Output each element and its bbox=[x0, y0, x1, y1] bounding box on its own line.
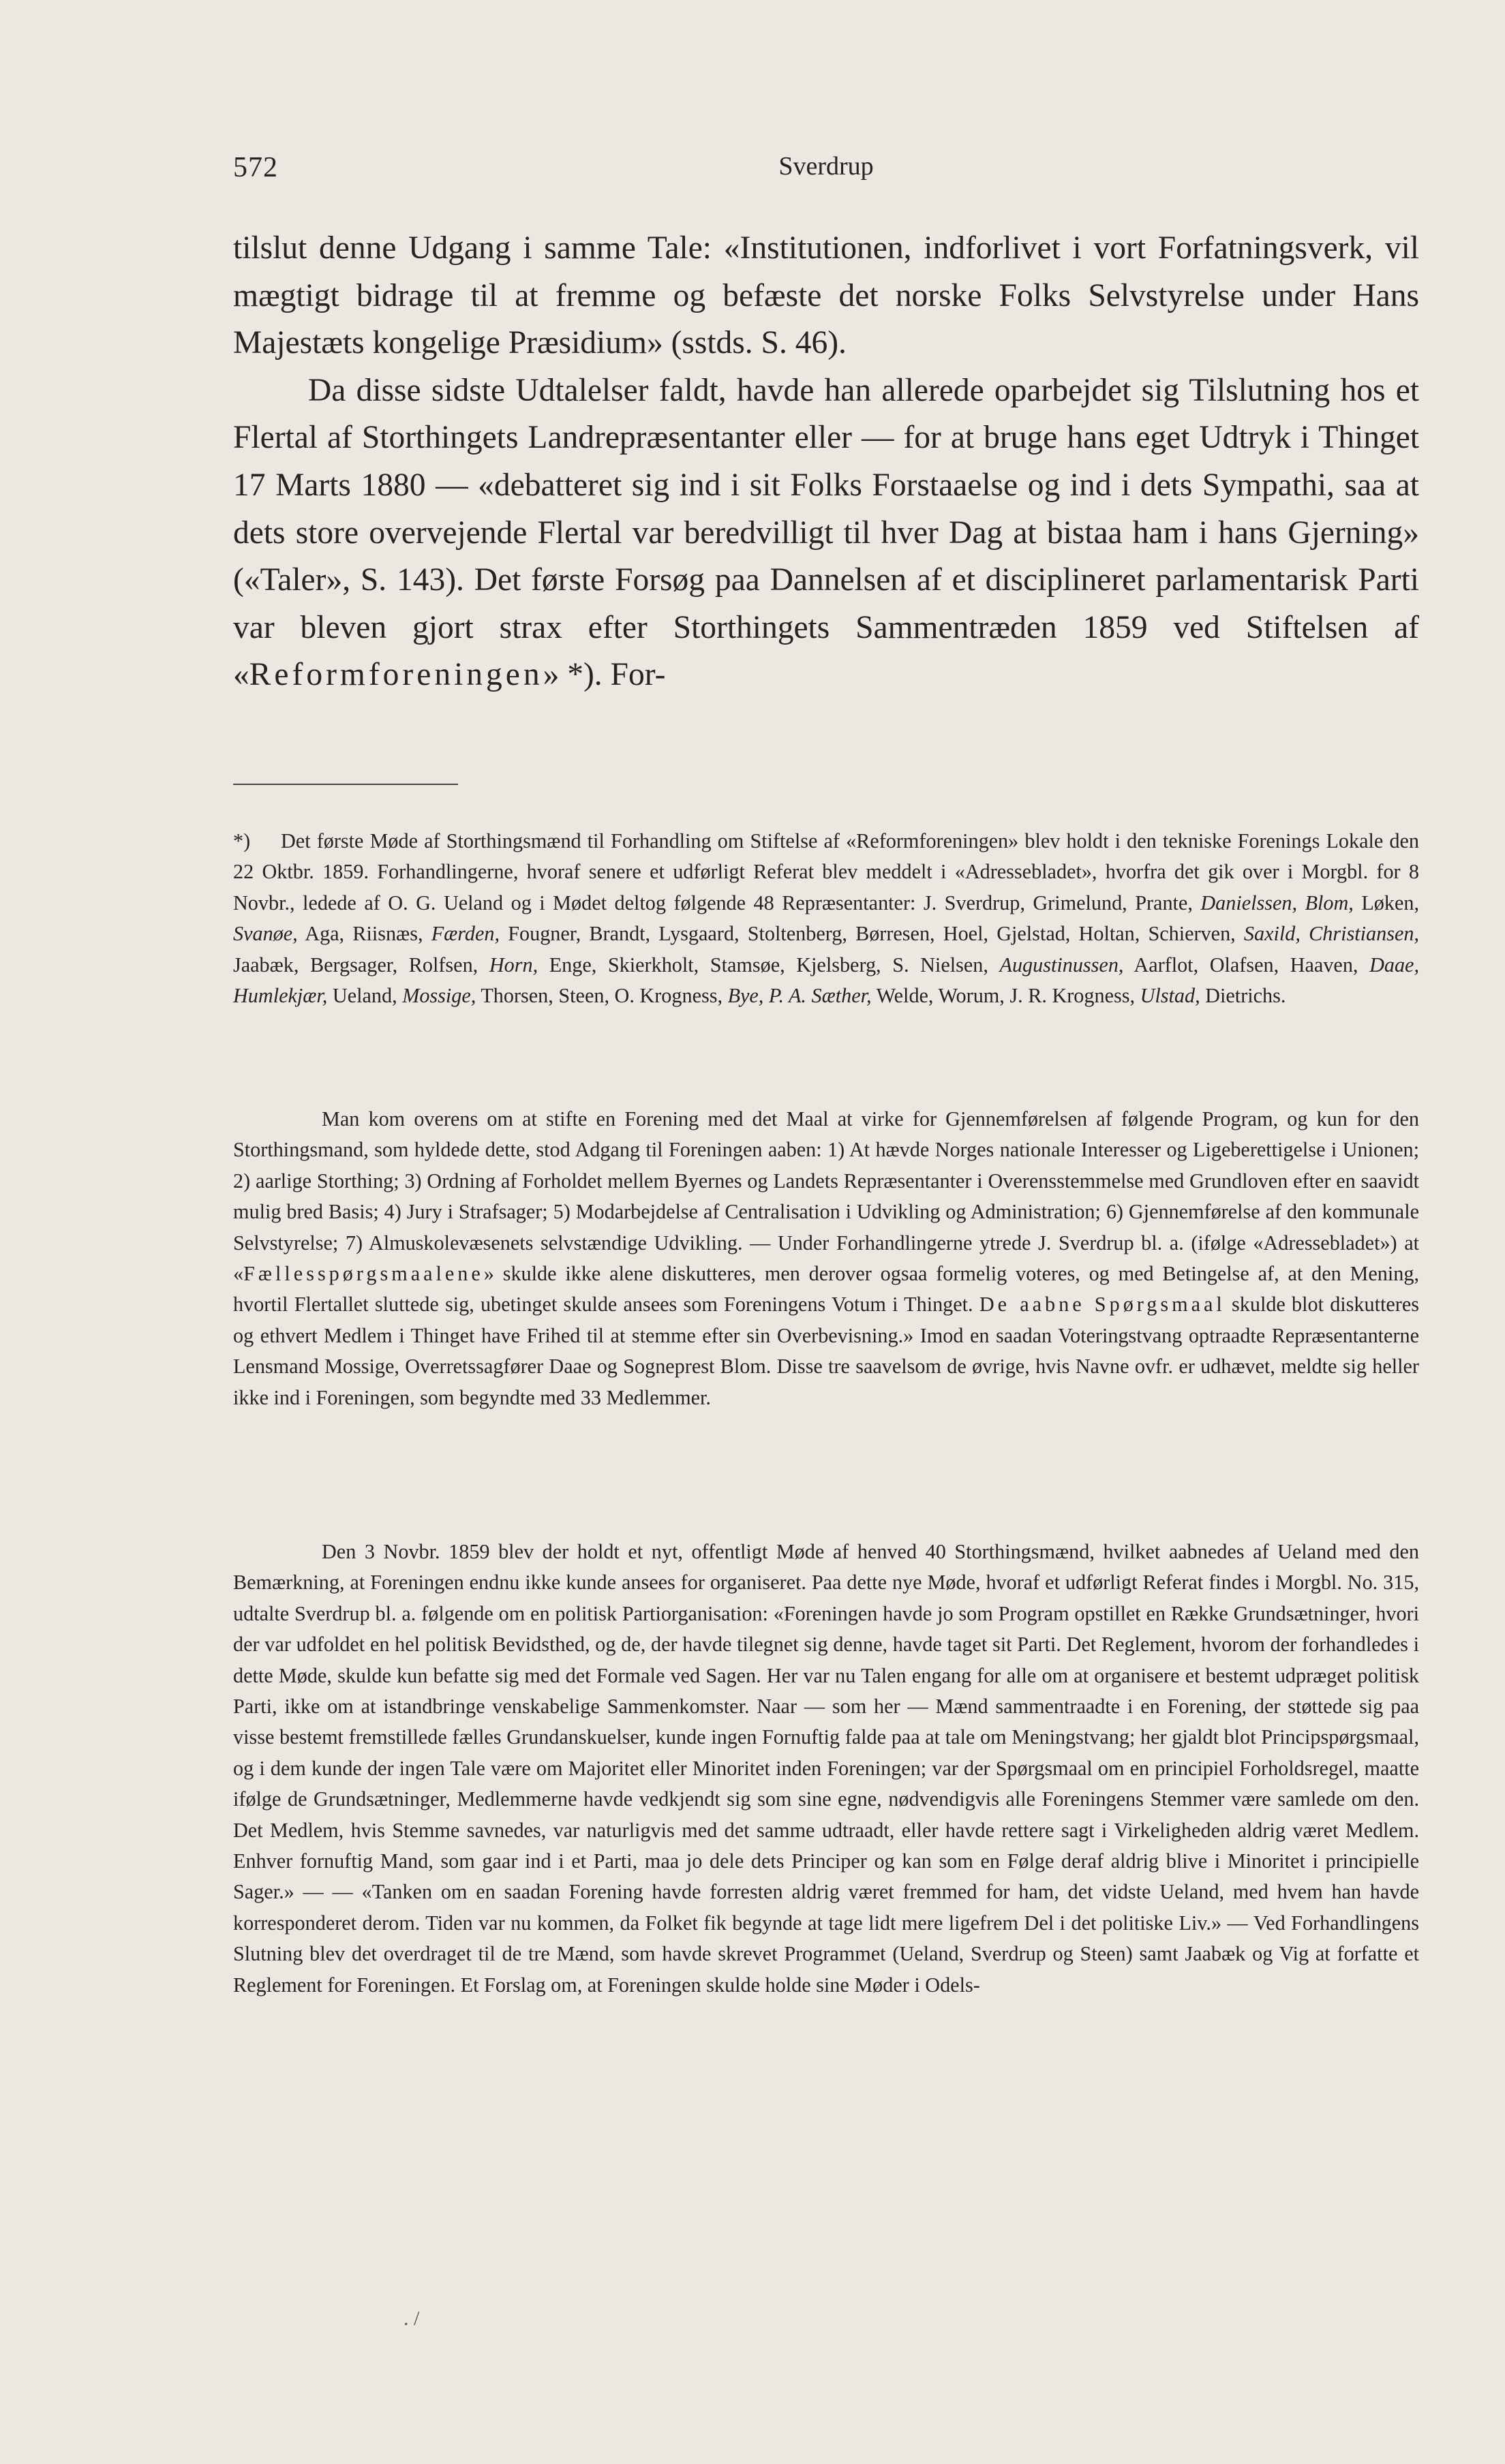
footnote-november-meeting-text: Den 3 Novbr. 1859 blev der holdt et nyt, offentligt Møde af henved 40 Storthingsmænd, hvilket aabnedes af Ueland med den Bemærkning, at Foreningen endnu ikke kunde ansees for organiseret. Paa dette nye Møde, hvoraf et udførligt Referat findes i Morgbl. No. 315, udtalte Sverdrup bl. a. følgende om en politisk Partiorganisation: «Foreningen havde jo som Program opstillet en Række Grundsætninger, hvori der var udfoldet en hel politisk Bevidsthed, og de, der havde tilegnet sig denne, havde taget sit Parti. Det Reglement, hvorom der forhandledes i dette Møde, skulde kun befatte sig med det Formale ved Sagen. Her var nu Talen engang for alle om at organisere et bestemt udpræget politisk Parti, ikke om at istandbringe venskabelige Sammenkomster. Naar — som her — Mænd sammentraadte i en Forening, der støttede sig paa visse bestemt fremstillede fælles Grundanskuelser, kunde ingen Fornuftig falde paa at tale om Meningstvang; her gjaldt blot Principspørgsmaal, og i dem kunde der ingen Tale være om Majoritet eller Minoritet inden Foreningen; var der Spørgsmaal om en principiel Forholdsregel, maatte ifølge de Grundsætninger, Medlemmerne havde vedkjendt sig som sine egne, nødvendigvis alle Foreningens Stemmer være samlede om den. Det Medlem, hvis Stemme savnedes, var naturligvis med det samme udtraadt, eller havde rettere sagt i Virkeligheden aldrig været Medlem. Enhver fornuftig Mand, som gaar ind i et Parti, maa jo dele dets Principer og kan som en Følge deraf aldrig blive i Minoritet i principielle Sager.» — — «Tanken om en saadan Forening havde forresten aldrig været fremmed for ham, det vidste Ueland, med hvem han havde korresponderet derom. Tiden var nu kommen, da Folket fik begynde at tage lidt mere ligefrem Del i det politiske Liv.» — Ved Forhandlingens Slutning blev det overdraget til de tre Mænd, som havde skrevet Programmet (Ueland, Sverdrup og Steen) samt Jaabæk og Vig at forfatte et Reglement for Foreningen. Et Forslag om, at Foreningen skulde holde sine Møder i Odels- bbox=[233, 1540, 1419, 1997]
paragraph-end: » *). For- bbox=[543, 657, 666, 693]
running-head: Sverdrup bbox=[778, 152, 874, 181]
name-italic: Svanøe, bbox=[233, 922, 298, 946]
name-italic: Færden, bbox=[431, 922, 500, 946]
name-italic: Danielssen, Blom, bbox=[1200, 891, 1354, 914]
aabne-spoergsmaal-emphasis: De aabne Spørgsmaal bbox=[979, 1293, 1226, 1316]
footnote-program bbox=[233, 1104, 1419, 1413]
name-plain: Jaabæk, Bergsager, Rolfsen, bbox=[233, 953, 489, 976]
name-italic: Bye, P. A. Sæther, bbox=[727, 984, 872, 1008]
footnote-november-meeting bbox=[233, 1537, 1419, 2001]
name-plain: Enge, Skierkholt, Stamsøe, Kjelsberg, S. Nielsen, bbox=[538, 953, 1000, 976]
name-plain: Fougner, Brandt, Lysgaard, Stoltenberg, Børresen, Hoel, Gjelstad, Holtan, Schierven, bbox=[500, 922, 1244, 946]
name-italic: Daae, Humlekjær, bbox=[233, 953, 1419, 1008]
name-plain: Ueland, bbox=[327, 984, 403, 1008]
page-number: 572 bbox=[233, 152, 278, 183]
footnote-marker: *) bbox=[233, 829, 251, 852]
name-plain: Dietrichs. bbox=[1200, 984, 1286, 1008]
reformforeningen-emphasis: Reformforeningen bbox=[249, 657, 543, 693]
footnote-program-text: Man kom overens om at stifte en Forening med det Maal at virke for Gjennemførelsen af følgende Program, og kun for den Storthingsmand, som hyldede dette, stod Adgang til Foreningen aaben: 1) At hævde Norges nationale Interesser og Ligeberettigelse i Unionen; 2) aarlige Storthing; 3) Ordning af Forholdet mellem Byernes og Landets Repræsentanter i Overensstemmelse med Grundloven efter en saavidt mulig bred Basis; 4) Jury i Strafsager; 5) Modarbejdelse af Centralisation i Udvikling og Administration; 6) Gjennemførelse af den kommunale Selvstyrelse; 7) Almuskolevæsenets selvstændige Udvikling. — Under Forhandlingerne ytrede J. Sverdrup bl. a. (ifølge «Adressebladet») at « bbox=[233, 1107, 1419, 1286]
footnote-participants bbox=[233, 826, 1419, 1011]
paragraph-continuation: tilslut denne Udgang i samme Tale: «Institutionen, indforlivet i vort Forfatningsverk, vil mægtigt bidrage til at fremme og befæste det norske Folks Selvstyrelse under Hans Majestæts kongelige Præsidium» (sstds. S. 46). bbox=[233, 230, 1419, 361]
paragraph-reform-intro: Da disse sidste Udtalelser faldt, havde han allerede oparbejdet sig Tilslutning hos et Flertal af Storthingets Landrepræsentanter eller — for at bruge hans eget Udtryk i Thinget 17 Marts 1880 — «debatteret sig ind i sit Folks Forstaaelse og ind i dets Sympathi, saa at dets store overvejende Flertal var beredvilligt til hver Dag at bistaa ham i hans Gjerning» («Taler», S. 143). Det første Forsøg paa Dannelsen af et disciplineret parlamentarisk Parti var bleven gjort strax efter Storthingets Sammentræden 1859 ved Stiftelsen af « bbox=[233, 372, 1419, 693]
footnote-program-text-2: » skulde ikke alene diskutteres, men derover ogsaa formelig voteres, og med Betingelse af, at den Mening, hvortil Flertallet sluttede sig, ubetinget skulde ansees som Foreningens Votum i Thinget. bbox=[233, 1262, 1419, 1316]
stray-marks: . / bbox=[404, 2307, 420, 2330]
name-plain: Aga, Riisnæs, bbox=[297, 922, 431, 946]
footnote-participants-text: Det første Møde af Storthingsmænd til Forhandling om Stiftelse af «Reformforeningen» blev holdt i den tekniske Forenings Lokale den 22 Oktbr. 1859. Forhandlingerne, hvoraf senere et udførligt Referat blev meddelt i «Adressebladet», hvorfra det gik over i Morgbl. for 8 Novbr., ledede af O. G. Ueland og i Mødet deltog følgende 48 Repræsentanter: J. Sverdrup, Grimelund, Prante, bbox=[233, 829, 1419, 914]
name-plain: Løken, bbox=[1353, 891, 1420, 914]
page-header bbox=[233, 151, 1419, 192]
name-italic: Mossige, bbox=[402, 984, 476, 1008]
name-plain: Aarflot, Olafsen, Haaven, bbox=[1123, 953, 1370, 976]
footnote-program-text-3: skulde blot diskutteres og ethvert Medlem i Thinget have Frihed til at stemme efter sin Overbevisning.» Imod en saadan Voteringstvang optraadte Repræsentanterne Lensmand Mossige, Overretssagfører Daae og Sogneprest Blom. Disse tre saavelsom de øvrige, hvis Navne ovfr. er udhævet, meldte sig heller ikke ind i Foreningen, som begyndte med 33 Medlemmer. bbox=[233, 1293, 1419, 1409]
name-plain: Welde, Worum, J. R. Krogness, bbox=[871, 984, 1140, 1008]
name-italic: Ulstad, bbox=[1140, 984, 1200, 1008]
name-italic: Augustinussen, bbox=[999, 953, 1124, 976]
name-italic: Saxild, Christiansen, bbox=[1243, 922, 1419, 946]
main-text bbox=[233, 225, 1419, 699]
footnote-separator bbox=[233, 784, 458, 785]
name-plain: Thorsen, Steen, O. Krogness, bbox=[476, 984, 728, 1008]
faellesspoergsmaalene-emphasis: Fællesspørgsmaalene bbox=[243, 1262, 484, 1286]
name-italic: Horn, bbox=[489, 953, 538, 976]
